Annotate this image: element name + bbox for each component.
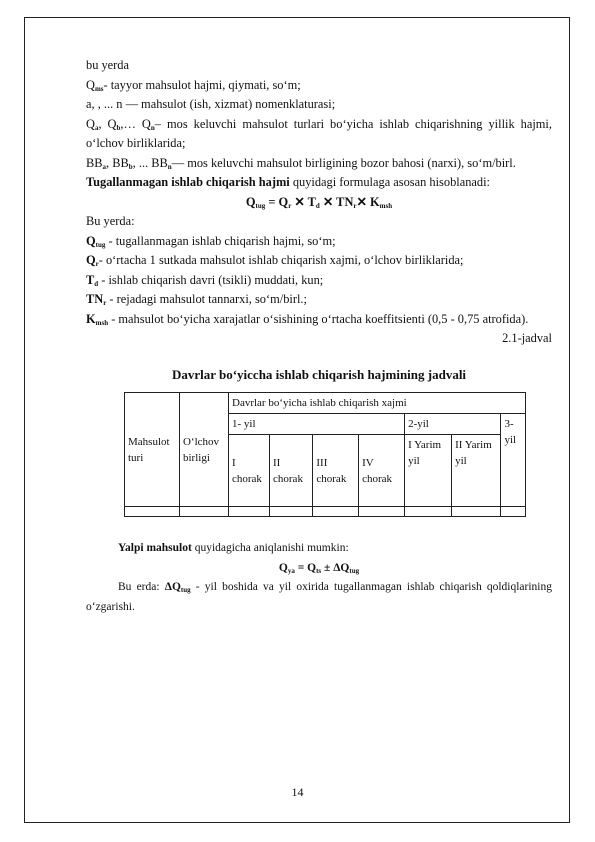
def-q-tug: $Q_{tug}$ - tugallanmagan ishlab chiqarish hajmi, so‘m; — [86, 233, 336, 249]
table-cell — [452, 507, 501, 517]
def-q-r: $Q_r-$ o‘rtacha 1 sutkada mahsulot ishlab chiqarish xajmi, o‘lchov birliklarida; — [86, 253, 464, 268]
header-year-1: 1- yil — [229, 414, 405, 435]
table-title: Davrlar bo‘yiccha ishlab chiqarish hajmining jadvali — [171, 366, 467, 382]
table-cell — [270, 507, 313, 517]
header-yarim-yil-1: I Yarim yil — [405, 435, 452, 507]
def-bb-prices: $BB_a$, $BB_b$, ... $BB_n—$ mos keluvchi mahsulot birligining bozor bahosi (narxi), so‘m/birl. — [86, 155, 516, 171]
header-year-2: 2-yil — [405, 414, 501, 435]
def-k-msh: $K_{msh}$ - mahsulot bo‘yicha xarajatlar o‘sishining o‘rtacha koeffitsienti (0,5 - 0,75 atrofida). — [86, 311, 529, 327]
def-delta-q-tug: Bu erda: $\Delta Q_{tug}$ - yil boshida va yil oxirida tugallanmagan ishlab chiqarish qoldiqlarining o‘zgarishi. — [86, 581, 553, 613]
document-body — [86, 56, 552, 617]
table-cell — [359, 507, 405, 517]
production-volume-table — [124, 392, 526, 517]
table-cell — [501, 507, 526, 517]
table-cell — [313, 507, 359, 517]
table-cell — [180, 507, 229, 517]
header-mahsulot-turi: Mahsulot turi — [125, 393, 180, 507]
def-t-d: $T_d$ - ishlab chiqarish davri (tsikli) muddati, kun; — [86, 272, 324, 288]
header-year-3: 3-yil — [501, 414, 526, 507]
def-tn-r: $TN_r$ - rejadagi mahsulot tannarxi, so‘m/birl.; — [86, 292, 307, 307]
header-chorak-2: II chorak — [270, 435, 313, 507]
header-chorak-3: III chorak — [313, 435, 359, 507]
table-row — [125, 507, 526, 517]
bu-yerda-label: bu yerda — [86, 58, 130, 72]
header-yarim-yil-2: II Yarim yil — [452, 435, 501, 507]
def-q-ms: $Q_{ms}-$ tayyor mahsulot hajmi, qiymati, so‘m; — [86, 77, 301, 93]
tugallanmagan-intro: Tugallanmagan ishlab chiqarish hajmi quyidagi formulaga asosan hisoblanadi: — [86, 175, 490, 189]
def-q-volumes: $Q_a$, $Q_b,\dots$ $Q_n-$ mos keluvchi mahsulot turlari bo‘yicha ishlab chiqarishning yillik hajmi, o‘lchov birliklarida; — [86, 116, 552, 150]
table-reference: 2.1-jadval — [502, 331, 552, 345]
table-header-row-1 — [125, 393, 526, 414]
table-cell — [229, 507, 270, 517]
table-cell — [405, 507, 452, 517]
formula-q-tug: $Q_{tug} = Q_r$ ✕ $T_d$ ✕ $TN_r✕$ $K_{msh}$ — [245, 194, 393, 210]
header-group: Davrlar bo‘yicha ishlab chiqarish xajmi — [229, 393, 526, 414]
header-chorak-4: IV chorak — [359, 435, 405, 507]
header-olchov-birligi: O‘lchov birligi — [180, 393, 229, 507]
table-cell — [125, 507, 180, 517]
yalpi-intro: Yalpi mahsulot quyidagicha aniqlanishi mumkin: — [118, 542, 349, 554]
def-nomenclature: a, , ... n — mahsulot (ish, xizmat) nomenklaturasi; — [86, 97, 336, 111]
formula-q-ya: $Q_{ya} = Q_{ts} \pm \Delta Q_{tug}$ — [278, 561, 360, 575]
header-chorak-1: I chorak — [229, 435, 270, 507]
page-number: 14 — [291, 785, 304, 799]
bu-yerda-label-2: Bu yerda: — [86, 214, 135, 228]
